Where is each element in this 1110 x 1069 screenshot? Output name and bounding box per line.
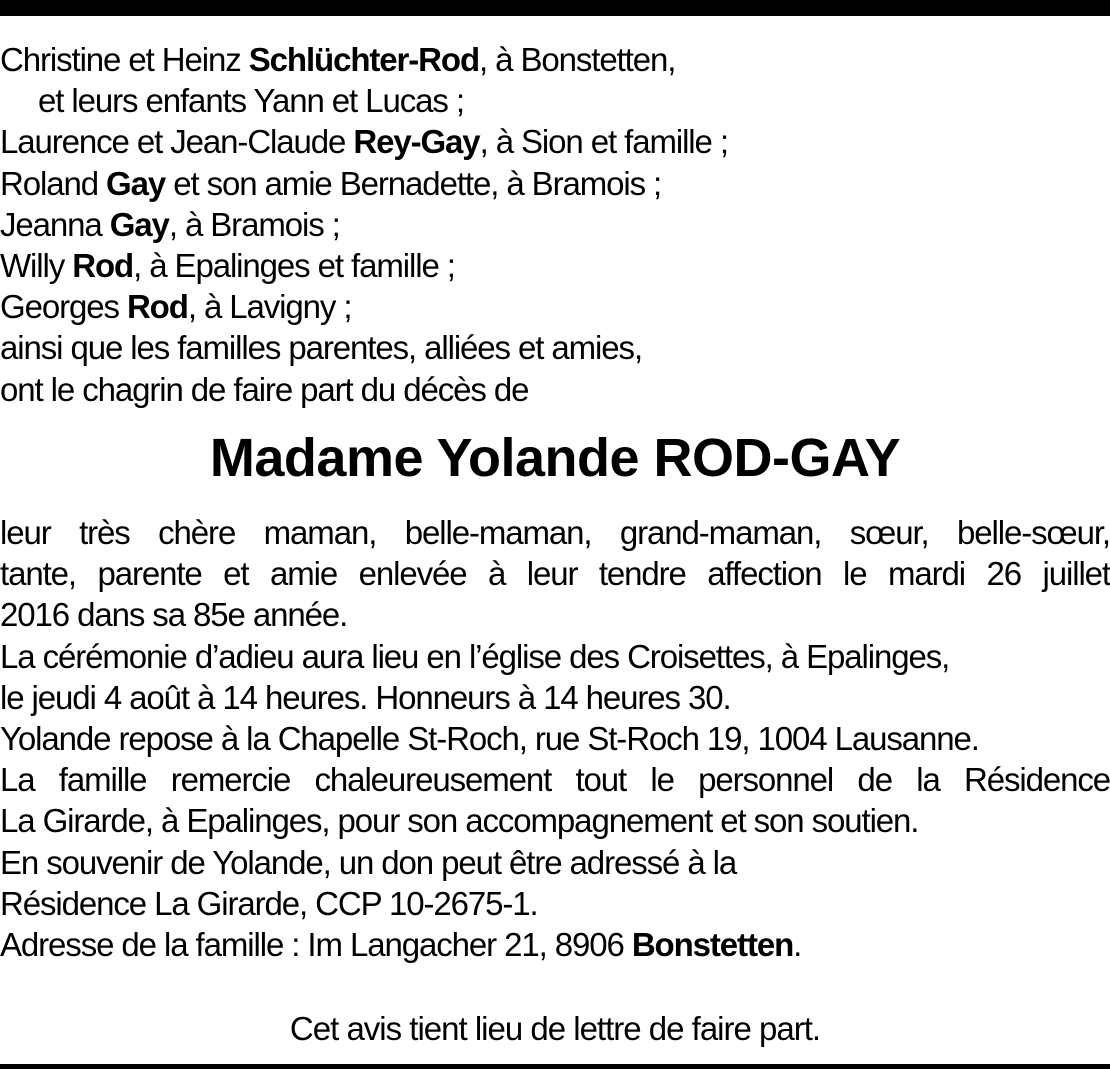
donation-line: Résidence La Girarde, CCP 10-2675-1. <box>0 884 538 922</box>
address-text: . <box>793 926 802 964</box>
family-line-rey-gay <box>0 121 1110 162</box>
repose-line: Yolande repose à la Chapelle St-Roch, rue St-Roch 19, 1004 Lausanne. <box>0 720 979 758</box>
family-address-line <box>0 924 1110 965</box>
thanks-line: La Girarde, à Epalinges, pour son accompagnement et son soutien. <box>0 802 919 840</box>
tribute-line: 2016 dans sa 85e année. <box>0 596 348 634</box>
deceased-name-heading: Madame Yolande ROD-GAY <box>209 428 901 488</box>
family-surname: Rod <box>72 247 134 285</box>
thanks-line: La famille remercie chaleureusement tout le personnel de la Résidence <box>0 761 1110 799</box>
family-line-text: et son amie Bernadette, à Bramois ; <box>165 164 662 202</box>
family-line-text: , à Lavigny ; <box>187 288 352 326</box>
ceremony-line: La cérémonie d’adieu aura lieu en l’église des Croisettes, à Epalinges, <box>0 637 950 675</box>
family-line-text: , à Sion et famille ; <box>479 123 728 161</box>
family-line-text: Georges <box>0 288 127 326</box>
family-line-announcement <box>0 369 1110 410</box>
family-line-text: Jeanna <box>0 205 110 243</box>
ceremony-line: le jeudi 4 août à 14 heures. Honneurs à 14 heures 30. <box>0 678 731 716</box>
family-surname: Gay <box>109 205 169 243</box>
family-line-text: et leurs enfants Yann et Lucas ; <box>38 82 464 120</box>
address-city: Bonstetten <box>631 926 794 964</box>
family-line-text: , à Bramois ; <box>168 205 340 243</box>
family-line-relatives <box>0 327 1110 368</box>
family-line-schluchter-rod <box>0 39 1110 80</box>
family-surname: Rey-Gay <box>353 123 480 161</box>
family-line-text: , à Epalinges et famille ; <box>133 247 455 285</box>
donation-line: En souvenir de Yolande, un don peut être adressé à la <box>0 843 737 881</box>
closing-note: Cet avis tient lieu de lettre de faire part. <box>289 1010 821 1047</box>
family-line-text: Laurence et Jean-Claude <box>0 123 354 161</box>
family-line-text: , à Bonstetten, <box>479 41 676 78</box>
family-line-children <box>0 80 1110 121</box>
bottom-border-rule <box>0 1064 1110 1069</box>
family-line-georges-rod <box>0 286 1110 327</box>
family-line-roland-gay <box>0 163 1110 204</box>
family-surname: Schlüchter-Rod <box>248 41 479 78</box>
family-line-jeanna-gay <box>0 204 1110 245</box>
tribute-line: leur très chère maman, belle-maman, grand-maman, sœur, belle-sœur, <box>0 514 1110 551</box>
family-line-willy-rod <box>0 245 1110 286</box>
family-list <box>0 39 1110 410</box>
family-line-text: ainsi que les familles parentes, alliées et amies, <box>0 329 643 367</box>
family-line-text: ont le chagrin de faire part du décès de <box>0 370 529 408</box>
notice-body <box>0 512 1110 965</box>
tribute-line: tante, parente et amie enlevée à leur tendre affection le mardi 26 juillet <box>0 555 1110 593</box>
family-line-text: Willy <box>0 247 73 285</box>
family-line-text: Christine et Heinz <box>0 41 249 78</box>
address-text: Adresse de la famille : Im Langacher 21, 8906 <box>0 926 632 964</box>
family-line-text: Roland <box>0 164 107 202</box>
top-border-rule <box>0 0 1110 16</box>
family-surname: Gay <box>106 164 166 202</box>
family-surname: Rod <box>126 288 188 326</box>
